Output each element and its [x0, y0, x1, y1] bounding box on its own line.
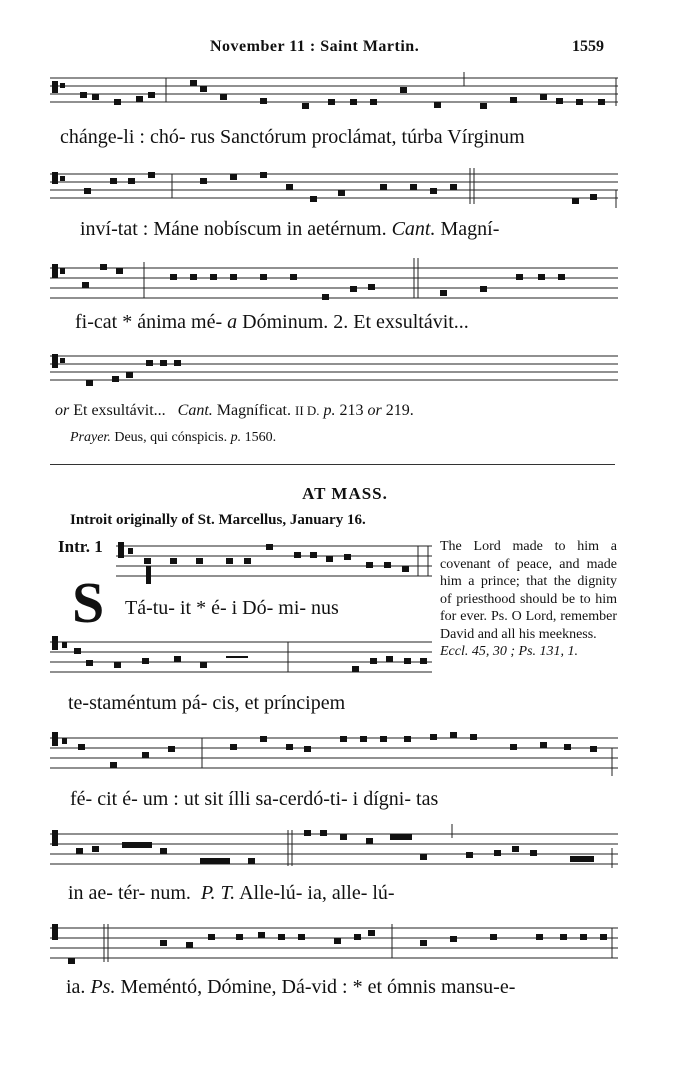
- mode-ref: II D.: [295, 403, 320, 418]
- introit-lyric-5: [66, 976, 515, 999]
- psalm-label: Ps.: [90, 976, 116, 998]
- section-divider: [50, 464, 615, 465]
- running-head-title: November 11 : Saint Martin.: [210, 38, 420, 55]
- prayer-label: Prayer.: [70, 430, 111, 445]
- introit-lyric-2: te-staméntum pá- cis, et príncipem: [68, 692, 346, 714]
- lyric-line-2-text: inví-tat : Máne nobíscum in aetérnum.: [80, 218, 387, 240]
- introit-lyric-5-start: ia.: [66, 976, 86, 998]
- chant-staff-7: [50, 728, 620, 778]
- translation-block: [440, 538, 617, 661]
- alt-cant-label: Cant.: [177, 402, 213, 419]
- prayer-line: [70, 430, 276, 446]
- chant-staff-4: [50, 350, 620, 392]
- lyric-line-3: [75, 311, 469, 334]
- introit-lyric-1: Tá-tu- it * é- i Dó- mi- nus: [125, 597, 339, 619]
- p-label: p.: [323, 402, 336, 419]
- lyric-line-1: chánge-li : chó- rus Sanctórum proclámat, túrba Vírginum: [60, 126, 525, 148]
- chant-staff-8: [50, 824, 620, 874]
- lyric-line-3-a: a: [227, 311, 238, 333]
- lyric-line-3-text: fi-cat * ánima mé-: [75, 311, 223, 333]
- translation-text: The Lord made to him a covenant of peace, and made him a prince; that the dignity of priesthood should be to him for ever. Ps. O Lord, remember David and all his meekness.: [440, 539, 617, 642]
- introit-lyric-4: [68, 882, 395, 905]
- lyric-line-3-end: Dóminum. 2. Et exsultávit...: [242, 311, 469, 333]
- chant-staff-3: [50, 258, 620, 306]
- prayer-page: 1560.: [244, 430, 277, 445]
- chant-staff-2: [50, 168, 620, 210]
- running-head: [0, 34, 690, 58]
- chant-staff-5: [116, 540, 436, 588]
- introit-subheading: Introit originally of St. Marcellus, January 16.: [70, 512, 366, 528]
- alleluia-text: Alle-lú- ia, alle- lú-: [239, 882, 395, 904]
- alt-incipit: Et exsultávit...: [73, 402, 166, 419]
- or-label: or: [55, 402, 70, 419]
- translation-reference: Eccl. 45, 30 ; Ps. 131, 1.: [440, 644, 579, 659]
- alt-magnificat: Magníficat.: [216, 402, 291, 419]
- mass-heading: AT MASS.: [302, 484, 388, 503]
- introit-lyric-4-text: in ae- tér- num.: [68, 882, 191, 904]
- page-ref-2: 219.: [385, 402, 414, 419]
- introit-label: Intr. 1: [58, 537, 103, 556]
- page-ref-1: 213: [339, 402, 364, 419]
- drop-cap-initial: S: [72, 570, 105, 635]
- lyric-line-2: [80, 218, 499, 241]
- cant-label: Cant.: [391, 218, 436, 240]
- paschal-time-label: P. T.: [200, 882, 236, 904]
- page-number: 1559: [572, 38, 604, 55]
- or-label-2: or: [367, 402, 382, 419]
- psalm-text: Meméntó, Dómine, Dá-vid : * et ómnis mansu-e-: [120, 976, 516, 998]
- introit-lyric-3: fé- cit é- um : ut sit ílli sa-cerdó-ti- i dígni- tas: [70, 788, 439, 810]
- alternative-line: [55, 402, 414, 420]
- chant-staff-6: [50, 632, 435, 680]
- prayer-p-label: p.: [230, 430, 242, 445]
- chant-staff-1: [50, 72, 620, 114]
- lyric-line-2-end: Magní-: [440, 218, 500, 240]
- prayer-incipit: Deus, qui cónspicis.: [114, 430, 228, 445]
- chant-staff-9: [50, 918, 620, 968]
